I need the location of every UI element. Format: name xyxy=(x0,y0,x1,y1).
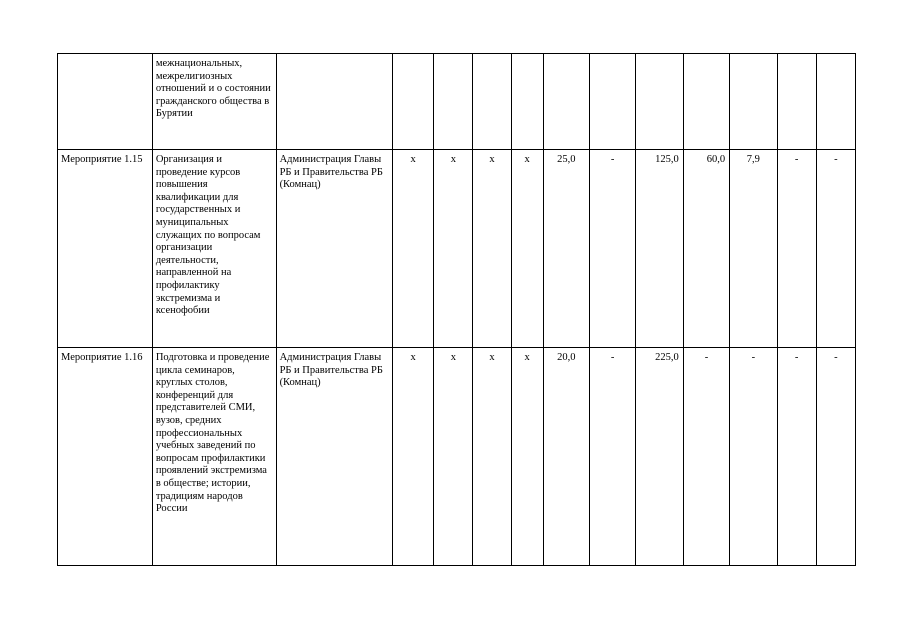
value-cell: 125,0 xyxy=(636,150,683,348)
value-cell: x xyxy=(393,150,434,348)
value-cell: - xyxy=(816,348,855,566)
activity-code: Мероприятие 1.15 xyxy=(61,154,143,165)
value-cell: - xyxy=(589,150,635,348)
value-cell: - xyxy=(777,150,816,348)
value-cell: 225,0 xyxy=(636,348,683,566)
value-cell: x xyxy=(473,150,511,348)
value-cell: x xyxy=(473,348,511,566)
value-cell xyxy=(434,54,473,150)
value-cell xyxy=(636,54,683,150)
value-cell xyxy=(543,54,589,150)
executor-cell xyxy=(276,54,393,150)
value-cell: 7,9 xyxy=(730,150,777,348)
program-activities-table xyxy=(57,53,856,566)
value-cell: - xyxy=(589,348,635,566)
activity-code-cell xyxy=(58,348,153,566)
activity-code-cell xyxy=(58,150,153,348)
activity-description: межнациональных, межрелигиозных отношений и о состоянии гражданского общества в Бурятии xyxy=(155,58,271,120)
value-cell xyxy=(816,54,855,150)
value-cell: - xyxy=(683,348,729,566)
value-cell: 60,0 xyxy=(683,150,729,348)
activity-description: Организация и проведение курсов повышения квалификации для государственных и муниципальных служащих по вопросам организации деятельности, направленной на профилактику экстремизма и ксенофобии xyxy=(155,154,261,317)
table-row xyxy=(58,150,856,348)
value-cell: 20,0 xyxy=(543,348,589,566)
activity-description-cell xyxy=(152,150,276,348)
value-cell: x xyxy=(393,348,434,566)
value-cell xyxy=(473,54,511,150)
activity-code-cell xyxy=(58,54,153,150)
value-cell: x xyxy=(511,150,543,348)
table-row xyxy=(58,54,856,150)
value-cell: x xyxy=(434,150,473,348)
value-cell: - xyxy=(730,348,777,566)
executor: Администрация Главы РБ и Правительства РБ (Комнац) xyxy=(279,352,383,389)
executor-cell xyxy=(276,150,393,348)
table-row xyxy=(58,348,856,566)
value-cell: 25,0 xyxy=(543,150,589,348)
value-cell xyxy=(511,54,543,150)
activity-description-cell xyxy=(152,54,276,150)
value-cell xyxy=(683,54,729,150)
value-cell xyxy=(393,54,434,150)
value-cell: - xyxy=(777,348,816,566)
value-cell: - xyxy=(816,150,855,348)
executor: Администрация Главы РБ и Правительства РБ (Комнац) xyxy=(279,154,383,191)
activity-description-cell xyxy=(152,348,276,566)
value-cell: x xyxy=(511,348,543,566)
executor-cell xyxy=(276,348,393,566)
activity-description: Подготовка и проведение цикла семинаров, круглых столов, конференций для представителей СМИ, вузов, средних профессиональных учебных заведений по вопросам профилактики проявлений экстремизма в обществе; истории, традициям народов России xyxy=(155,352,270,515)
value-cell xyxy=(730,54,777,150)
value-cell xyxy=(589,54,635,150)
value-cell xyxy=(777,54,816,150)
activity-code: Мероприятие 1.16 xyxy=(61,352,143,363)
value-cell: x xyxy=(434,348,473,566)
